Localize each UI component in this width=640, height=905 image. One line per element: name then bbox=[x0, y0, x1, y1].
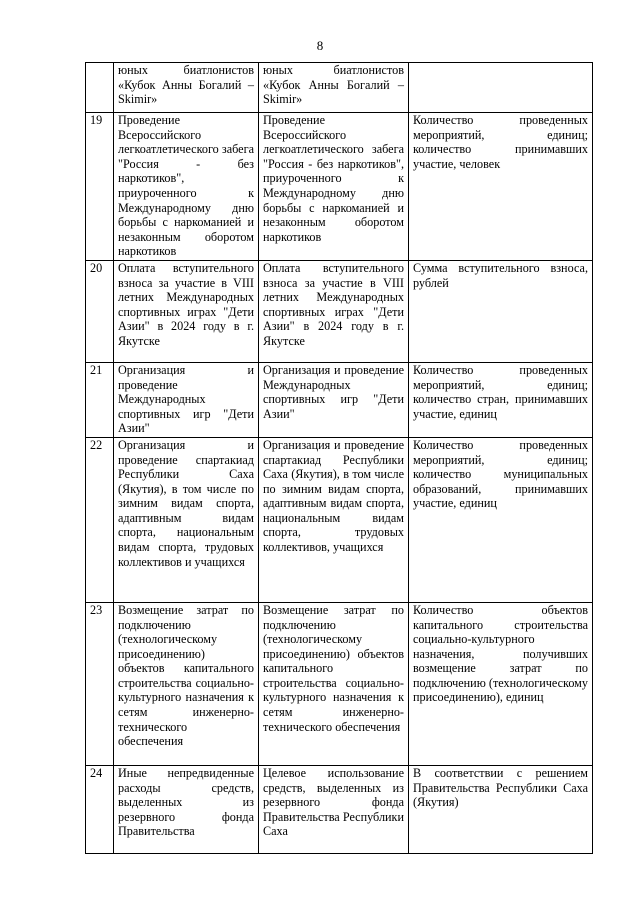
table-row bbox=[86, 362, 593, 437]
event-cell: Возмещение затрат по подключению (технологическому присоединению) объектов капитального строительства социально-культурного назначения к сетям инженерно-технического обеспечения bbox=[259, 602, 409, 765]
page-number: 8 bbox=[316, 38, 324, 53]
table-row bbox=[86, 260, 593, 362]
measure-cell: юных биатлонистов «Кубок Анны Богалий – Skimir» bbox=[114, 63, 259, 113]
event-cell: юных биатлонистов «Кубок Анны Богалий – Skimir» bbox=[259, 63, 409, 113]
table-row bbox=[86, 765, 593, 853]
measure-cell: Организация и проведение спартакиад Республики Саха (Якутия), в том числе по зимним видам спорта, адаптивным видам спорта, национальным видам спорта, трудовых коллективов и учащихся bbox=[114, 437, 259, 602]
row-number: 24 bbox=[86, 765, 114, 853]
measure-cell: Возмещение затрат по подключению (технологическому присоединению) объектов капитального строительства социально-культурного назначения к сетям инженерно-технического обеспечения bbox=[114, 602, 259, 765]
event-cell: Целевое использование средств, выделенных из резервного фонда Правительства Республики Саха bbox=[259, 765, 409, 853]
indicator-cell: Количество проведенных мероприятий, единиц; количество стран, принимавших участие, единиц bbox=[409, 362, 593, 437]
event-cell: Проведение Всероссийского легкоатлетического забега "Россия - без наркотиков", приуроченного к Международному дню борьбы с наркоманией и незаконным оборотом наркотиков bbox=[259, 113, 409, 261]
row-number: 21 bbox=[86, 362, 114, 437]
row-number: 23 bbox=[86, 602, 114, 765]
table-row bbox=[86, 63, 593, 113]
indicator-cell bbox=[409, 63, 593, 113]
indicator-cell: В соответствии с решением Правительства Республики Саха (Якутия) bbox=[409, 765, 593, 853]
measures-table bbox=[85, 62, 593, 854]
measure-cell: Организация и проведение Международных спортивных игр "Дети Азии" bbox=[114, 362, 259, 437]
measure-cell: Проведение Всероссийского легкоатлетического забега "Россия - без наркотиков", приуроченного к Международному дню борьбы с наркоманией и незаконным оборотом наркотиков bbox=[114, 113, 259, 261]
table-row bbox=[86, 437, 593, 602]
table-row bbox=[86, 113, 593, 261]
row-number: 19 bbox=[86, 113, 114, 261]
row-number: 22 bbox=[86, 437, 114, 602]
indicator-cell: Количество проведенных мероприятий, единиц; количество принимавших участие, человек bbox=[409, 113, 593, 261]
indicator-cell: Сумма вступительного взноса, рублей bbox=[409, 260, 593, 362]
row-number: 20 bbox=[86, 260, 114, 362]
table-row bbox=[86, 602, 593, 765]
row-number bbox=[86, 63, 114, 113]
indicator-cell: Количество объектов капитального строительства социально-культурного назначения, получивших возмещение затрат по подключению (технологическому присоединению), единиц bbox=[409, 602, 593, 765]
event-cell: Оплата вступительного взноса за участие в VIII летних Международных спортивных игрaх "Дети Азии" в 2024 году в г. Якутске bbox=[259, 260, 409, 362]
event-cell: Организация и проведение Международных спортивных игр "Дети Азии" bbox=[259, 362, 409, 437]
measure-cell: Оплата вступительного взноса за участие в VIII летних Международных спортивных играх "Дети Азии" в 2024 году в г. Якутске bbox=[114, 260, 259, 362]
event-cell: Организация и проведение спартакиад Республики Саха (Якутия), в том числе по зимним видам спорта, адаптивным видам спорта, национальным видам спорта, трудовых коллективов, учащихся bbox=[259, 437, 409, 602]
measure-cell: Иные непредвиденные расходы средств, выделенных из резервного фонда Правительства bbox=[114, 765, 259, 853]
indicator-cell: Количество проведенных мероприятий, единиц; количество муниципальных образований, принимавших участие, единиц bbox=[409, 437, 593, 602]
